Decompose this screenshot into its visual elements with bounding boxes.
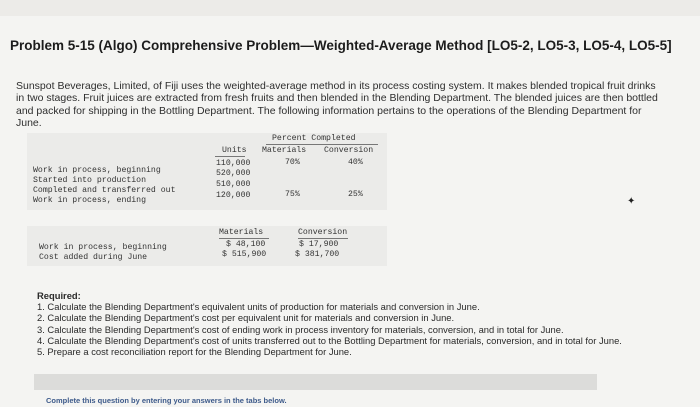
cost-materials-value: $ 515,900 bbox=[222, 250, 267, 259]
conversion-pct: 40% bbox=[348, 158, 363, 167]
instruction-bar bbox=[34, 374, 597, 390]
row-label: Work in process, ending bbox=[33, 196, 147, 205]
cost-rule bbox=[219, 238, 269, 239]
cost-conversion-value: $ 17,900 bbox=[299, 240, 339, 249]
materials-pct: 70% bbox=[285, 158, 300, 167]
page-title: Problem 5-15 (Algo) Comprehensive Problem—Weighted-Average Method [LO5-2, LO5-3, LO5-4, LO5-5] bbox=[10, 38, 672, 53]
required-item: 3. Calculate the Blending Department's cost of ending work in process inventory for materials, conversion, and in total for June. bbox=[37, 323, 564, 335]
required-item: 1. Calculate the Blending Department's equivalent units of production for materials and conversion in June. bbox=[37, 301, 480, 313]
units-value: 520,000 bbox=[216, 169, 251, 178]
conversion-col-header: Conversion bbox=[324, 146, 374, 155]
units-value: 510,000 bbox=[216, 180, 251, 189]
cost-row-label: Work in process, beginning bbox=[39, 243, 167, 252]
row-label: Work in process, beginning bbox=[33, 166, 161, 175]
row-label: Completed and transferred out bbox=[33, 186, 176, 195]
materials-col-header: Materials bbox=[262, 146, 307, 155]
intro-paragraph: Sunspot Beverages, Limited, of Fiji uses the weighted-average method in its process costing system. It makes blended tropical fruit drinks in two stages. Fruit juices are extracted from fresh fruits and then blended in the Blending Department. The blended juices are then bottled and packed for shipping in the Bottling Department. The following information pertains to the operations of the Blending Department for June. bbox=[16, 80, 658, 130]
required-item: 5. Prepare a cost reconciliation report for the Blending Department for June. bbox=[37, 346, 352, 358]
instruction-text: Complete this question by entering your answers in the tabs below. bbox=[46, 396, 287, 405]
mouse-cursor-icon: ✦ bbox=[627, 196, 636, 207]
header-rule bbox=[266, 144, 378, 145]
required-item: 4. Calculate the Blending Department's cost of units transferred out to the Bottling Department for materials, conversion, and in total for June. bbox=[37, 334, 622, 346]
top-bar bbox=[0, 0, 700, 16]
materials-pct: 75% bbox=[285, 190, 300, 199]
units-col-header: Units bbox=[222, 146, 247, 155]
cost-materials-header: Materials bbox=[219, 228, 264, 237]
cost-conversion-value: $ 381,700 bbox=[295, 250, 340, 259]
cost-row-label: Cost added during June bbox=[39, 253, 148, 262]
units-value: 120,000 bbox=[216, 191, 251, 200]
row-label: Started into production bbox=[33, 176, 147, 185]
percent-completed-header: Percent Completed bbox=[272, 134, 356, 143]
cost-rule bbox=[298, 238, 348, 239]
units-value: 110,000 bbox=[216, 159, 251, 168]
cost-materials-value: $ 48,100 bbox=[226, 240, 266, 249]
required-heading: Required: bbox=[37, 290, 81, 301]
cost-conversion-header: Conversion bbox=[298, 228, 348, 237]
units-rule bbox=[215, 156, 245, 157]
required-section bbox=[37, 290, 657, 357]
conversion-pct: 25% bbox=[348, 190, 363, 199]
required-item: 2. Calculate the Blending Department's cost per equivalent unit for materials and conversion in June. bbox=[37, 312, 455, 324]
